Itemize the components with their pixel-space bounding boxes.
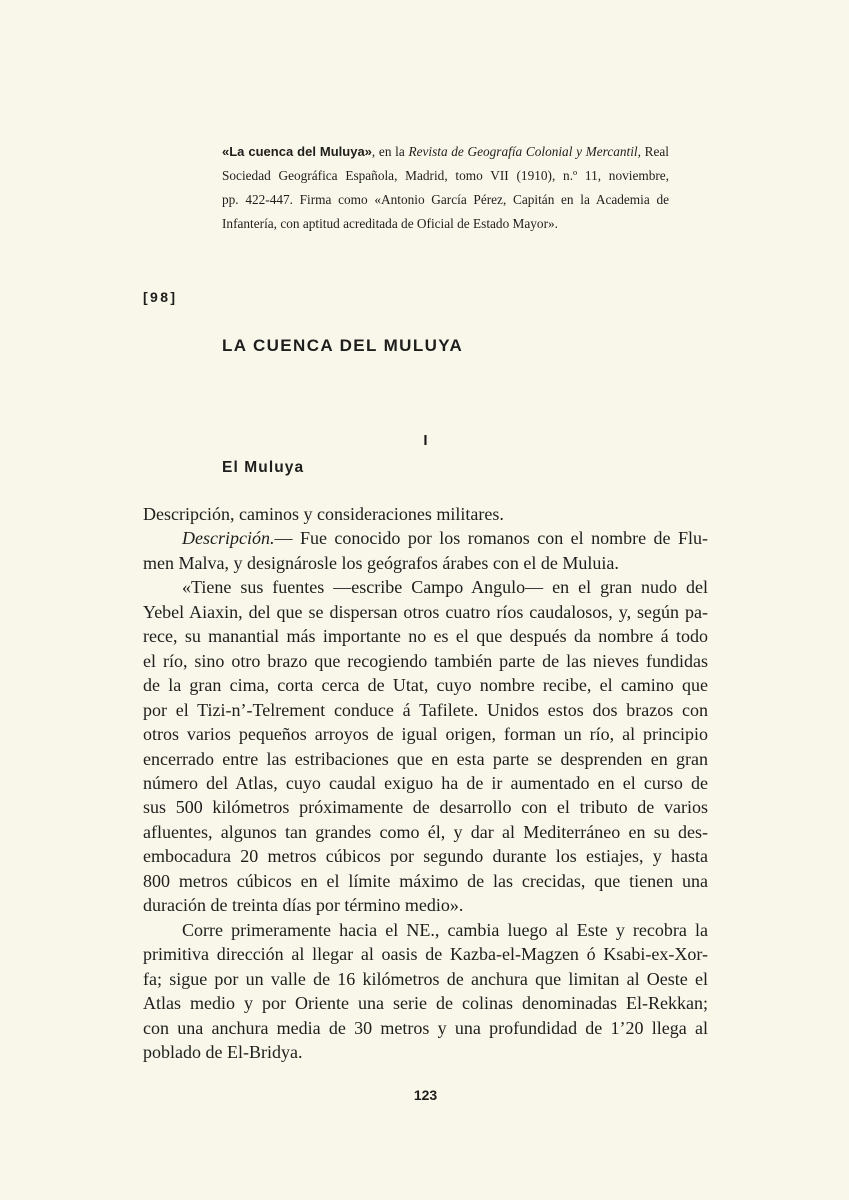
body-line: por el Tizi-n’-Telrement conduce á Tafilete. Unidos estos dos brazos con xyxy=(143,699,708,720)
paragraph xyxy=(143,526,708,575)
source-note xyxy=(222,140,669,236)
source-note-text: , en la xyxy=(371,144,409,159)
body-line: de la gran cima, corta cerca de Utat, cuyo nombre recibe, el camino que xyxy=(143,675,708,696)
source-note-title: «La cuenca del Muluya» xyxy=(222,144,372,159)
chapter-title: LA CUENCA DEL MULUYA xyxy=(222,336,464,355)
body-text xyxy=(143,502,708,1064)
paragraph xyxy=(143,575,708,917)
body-line: con una anchura media de 30 metros y una profundidad de 1’20 llega al xyxy=(143,1017,708,1038)
body-line: número del Atlas, cuyo caudal exiguo ha de ir aumentado en el curso de xyxy=(143,772,708,793)
body-line: el río, sino otro brazo que recogiendo también parte de las nieves fundidas xyxy=(143,650,708,671)
body-line: poblado de El-Bridya. xyxy=(143,1041,303,1062)
body-line: afluentes, algunos tan grandes como él, y dar al Mediterráneo en su des- xyxy=(143,821,708,842)
section-title: El Muluya xyxy=(222,459,305,476)
body-line: primitiva dirección al llegar al oasis de Kazba-el-Magzen ó Ksabi-ex-Xor- xyxy=(143,944,708,965)
section-number: I xyxy=(423,432,428,449)
body-line: rece, su manantial más importante no es el que después da nombre á todo xyxy=(143,626,708,647)
body-line: duración de treinta días por término medio». xyxy=(143,895,464,916)
line-text: — Fue conocido por los romanos con el nombre de Flu- xyxy=(274,528,708,549)
original-page-marker: [98] xyxy=(143,289,178,305)
body-line: fa; sigue por un valle de 16 kilómetros de anchura que limitan al Oeste el xyxy=(143,968,708,989)
paragraph xyxy=(143,502,708,526)
body-line: embocadura 20 metros cúbicos por segundo durante los estiajes, y hasta xyxy=(143,846,708,867)
body-line: Descripción, caminos y consideraciones militares. xyxy=(143,504,504,524)
body-line: encerrado entre las estribaciones que en esta parte se desprenden en gran xyxy=(143,748,708,769)
paragraph xyxy=(143,918,708,1065)
body-line xyxy=(143,526,708,550)
journal-name: Revista de Geografía Colonial y Mercantil xyxy=(408,144,638,159)
source-note-line: pp. 422-447. Firma como «Antonio García Pérez, Capitán en la Academia de xyxy=(222,192,669,207)
body-line: Yebel Aiaxin, del que se dispersan otros cuatro ríos caudalosos, y, según pa- xyxy=(143,601,708,622)
body-line: otros varios pequeños arroyos de igual origen, forman un río, al principio xyxy=(143,724,708,745)
body-line: sus 500 kilómetros próximamente de desarrollo con el tributo de varios xyxy=(143,797,708,818)
source-note-line xyxy=(222,140,669,164)
run-in-heading: Descripción. xyxy=(182,528,275,549)
source-note-line: Infantería, con aptitud acreditada de Oficial de Estado Mayor». xyxy=(222,216,558,231)
body-line: Atlas medio y por Oriente una serie de colinas denominadas El-Rekkan; xyxy=(143,993,708,1014)
source-note-line: Sociedad Geográfica Española, Madrid, tomo VII (1910), n.º 11, noviembre, xyxy=(222,168,669,183)
body-line: «Tiene sus fuentes —escribe Campo Angulo— en el gran nudo del xyxy=(182,577,708,598)
page-number: 123 xyxy=(413,1087,438,1103)
body-line: men Malva, y designárosle los geógrafos árabes con el de Muluia. xyxy=(143,552,619,573)
body-line: Corre primeramente hacia el NE., cambia luego al Este y recobra la xyxy=(182,919,708,940)
body-line: 800 metros cúbicos en el límite máximo de las crecidas, que tienen una xyxy=(143,870,708,891)
source-note-text: , Real xyxy=(637,144,670,159)
